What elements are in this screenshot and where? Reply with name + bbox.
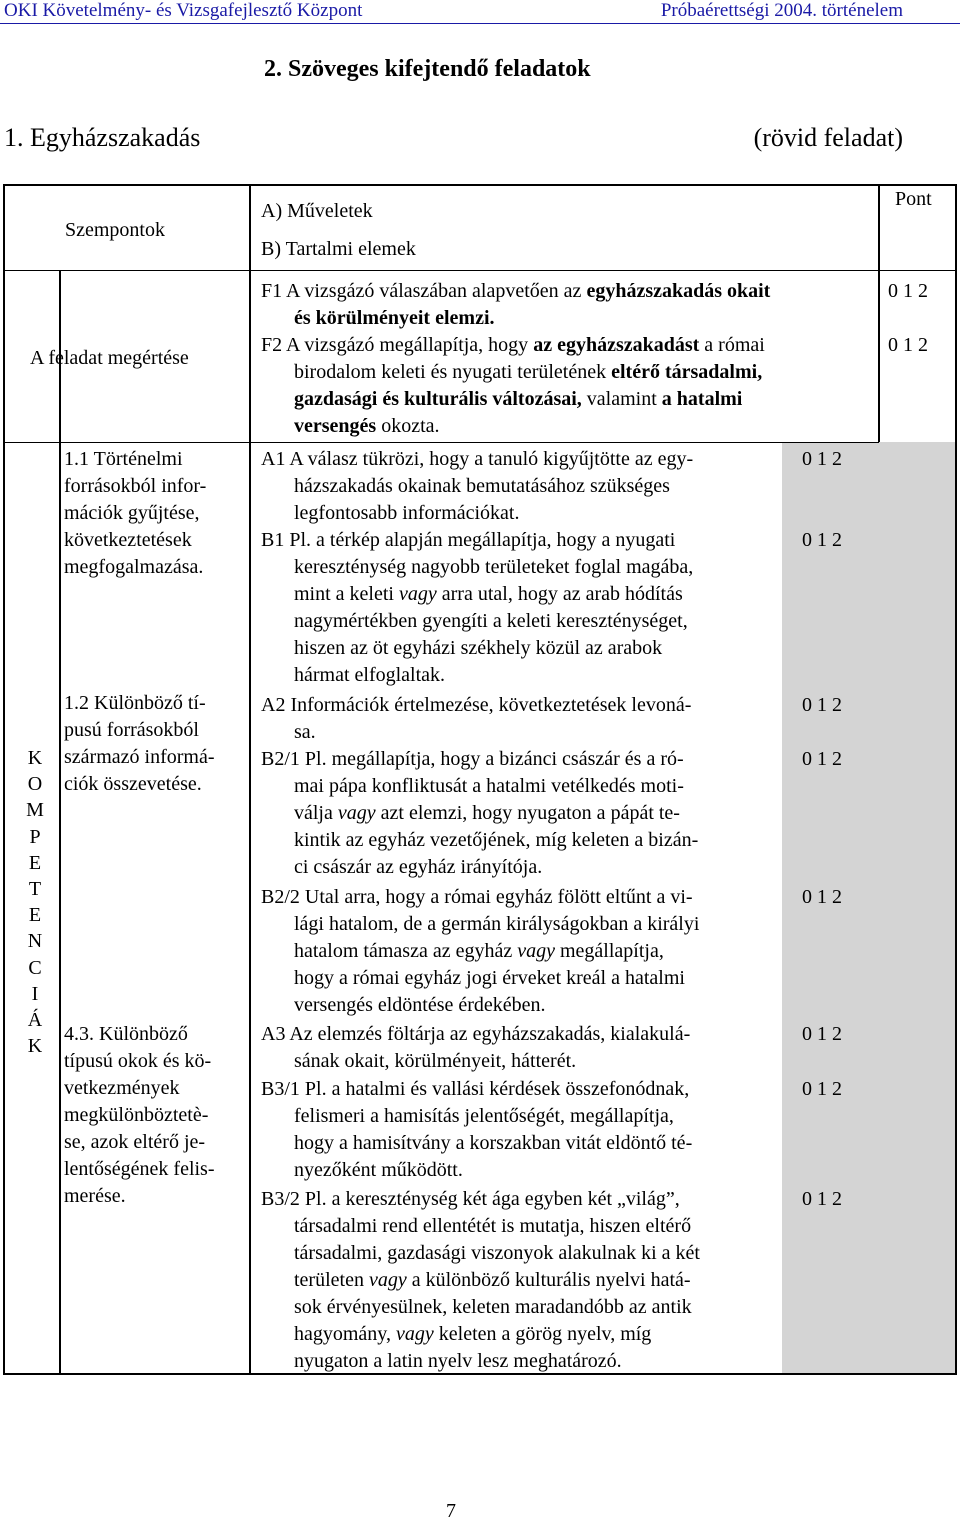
b31-line — [261, 1157, 956, 1184]
b32-text-part: a különböző kulturális nyelvi hatá- — [411, 1269, 691, 1291]
skill-line: lentőségének felis- — [64, 1158, 215, 1180]
b32-text-italic: vagy — [368, 1269, 407, 1291]
b22-text: B2/2 Utal arra, hogy a római egyház fölött eltűnt a vi- — [261, 886, 693, 908]
b22-text: versengés eldöntése érdekében. — [294, 994, 546, 1016]
f2-text — [294, 386, 742, 413]
col-header-pont: Pont — [895, 188, 932, 210]
f2-text-b: valamint — [586, 388, 657, 410]
b22-score: 0 1 2 — [802, 886, 842, 908]
f2-line — [261, 386, 956, 413]
b31-text: hogy a hamisítvány a korszakban vitát eldöntő té- — [294, 1132, 693, 1154]
b21-line — [261, 773, 956, 800]
skill-line: típusú okok és kö- — [64, 1050, 212, 1072]
f2-score: 0 1 2 — [888, 334, 928, 356]
b32-text — [294, 1321, 651, 1348]
a1-score: 0 1 2 — [802, 448, 842, 470]
f2-text-a: birodalom keleti és nyugati területének — [294, 361, 607, 383]
f2-text-bold: az egyházszakadást — [533, 334, 700, 356]
b1-line — [261, 527, 956, 554]
a1-line — [261, 500, 956, 527]
page-number: 7 — [446, 1500, 456, 1522]
b22-text-part: megállapítja, — [559, 940, 664, 962]
a1-text: A1 A válasz tükrözi, hogy a tanuló kigyűjtötte az egy- — [261, 448, 694, 470]
f1-text-bold: és körülményeit elemzi. — [294, 307, 495, 329]
f2-line — [261, 359, 956, 386]
f2-line — [261, 332, 956, 359]
b32-text-part: keleten a görög nyelv, míg — [438, 1323, 652, 1345]
b32-text — [294, 1267, 691, 1294]
b31-line — [261, 1130, 956, 1157]
b32-text: társadalmi rend ellentétét is mutatja, hiszen eltérő — [294, 1215, 692, 1237]
b1-text: nagymértékben gyengíti a keleti kereszténységet, — [294, 610, 688, 632]
a2-score: 0 1 2 — [802, 694, 842, 716]
b32-text: B3/2 Pl. a kereszténység két ága egyben két „világ”, — [261, 1188, 680, 1210]
b21-text-italic: vagy — [337, 802, 376, 824]
b22-line — [261, 884, 956, 911]
skill-line: származó informá- — [64, 746, 215, 768]
megertes-row-divider — [3, 442, 249, 443]
b22-text-italic: vagy — [517, 940, 555, 962]
b32-text: társadalmi, gazdasági viszonyok alakulnak ki a két — [294, 1242, 700, 1264]
running-header-left: OKI Követelmény- és Vizsgafejlesztő Központ — [4, 0, 363, 21]
task-type: (rövid feladat) — [753, 123, 903, 152]
b1-text: kereszténység nagyobb területeket foglal magába, — [294, 556, 694, 578]
a3-line — [261, 1021, 956, 1048]
b1-line — [261, 581, 956, 608]
kompetencia-letter: T — [28, 878, 42, 901]
col-header-szempontok: Szempontok — [65, 219, 165, 241]
b22-text-part: hatalom támasza az egyház — [294, 940, 513, 962]
b32-text-part: területen — [294, 1269, 364, 1291]
b1-score: 0 1 2 — [802, 529, 842, 551]
skill-line: ciók összevetése. — [64, 773, 202, 795]
b21-line — [261, 854, 956, 881]
kompetencia-letter: O — [27, 773, 43, 796]
b32-line — [261, 1267, 956, 1294]
f1-text-bold: egyházszakadás okait — [586, 280, 771, 302]
kompetencia-letter: E — [28, 904, 42, 927]
f2-text-a: F2 A vizsgázó megállapítja, hogy — [261, 334, 529, 356]
a2-text: sa. — [294, 721, 316, 743]
f2-text-c: a római — [704, 334, 765, 356]
col-header-tartalmi: B) Tartalmi elemek — [261, 238, 416, 260]
b31-score: 0 1 2 — [802, 1078, 842, 1100]
a3-line — [261, 1048, 956, 1075]
b32-line — [261, 1348, 956, 1375]
skill-line: pusú forrásokból — [64, 719, 199, 741]
b21-line — [261, 800, 956, 827]
b31-line — [261, 1076, 956, 1103]
task-title: 1. Egyházszakadás — [4, 123, 201, 152]
b1-text: hiszen az öt egyházi székhely közül az arabok — [294, 637, 663, 659]
f2-row-divider — [249, 442, 879, 443]
b1-text-part: mint a keleti — [294, 583, 394, 605]
b21-text — [294, 800, 680, 827]
b1-text — [294, 581, 683, 608]
skill-line: vetkezmények — [64, 1077, 180, 1099]
f2-text-bold: versengés — [294, 415, 377, 437]
b22-line — [261, 992, 956, 1019]
b32-score: 0 1 2 — [802, 1188, 842, 1210]
b22-line — [261, 965, 956, 992]
skill-line: se, azok eltérő je- — [64, 1131, 206, 1153]
b21-score: 0 1 2 — [802, 748, 842, 770]
b22-text — [294, 938, 664, 965]
skill-line: forrásokból infor- — [64, 475, 207, 497]
a2-line — [261, 692, 956, 719]
b22-line — [261, 938, 956, 965]
b21-text-part: válja — [294, 802, 333, 824]
kompetencia-letter: N — [27, 930, 43, 953]
b31-line — [261, 1103, 956, 1130]
table-border-left — [3, 184, 5, 1375]
b32-text: nyugaton a latin nyelv lesz meghatározó. — [294, 1350, 622, 1372]
kompetencia-letter: E — [28, 851, 42, 874]
skill-line: következtetések — [64, 529, 192, 551]
b32-line — [261, 1294, 956, 1321]
skill-line: 1.1 Történelmi — [64, 448, 183, 470]
b32-text-italic: vagy — [396, 1323, 434, 1345]
a1-text: legfontosabb információkat. — [294, 502, 520, 524]
f2-text — [294, 359, 762, 386]
b1-text-part: arra utal, hogy az arab hódítás — [441, 583, 683, 605]
header-rule — [0, 23, 960, 24]
b21-text: ci császár az egyház irányítója. — [294, 856, 543, 878]
b22-text: hogy a római egyház jogi érveket kreál a hatalmi — [294, 967, 685, 989]
skill-4-3 — [64, 1021, 215, 1210]
b22-text: lági hatalom, de a germán királyságokban a királyi — [294, 913, 700, 935]
skill-line: 4.3. Különböző — [64, 1023, 188, 1045]
b31-text: nyezőként működött. — [294, 1159, 463, 1181]
b21-text-part: azt elemzi, hogy nyugaton a pápát te- — [380, 802, 680, 824]
f2-text — [261, 332, 765, 359]
f2-line — [261, 413, 956, 440]
skill-line: megfogalmazása. — [64, 556, 204, 578]
f2-text-bold: a hatalmi — [661, 388, 743, 410]
b32-line — [261, 1321, 956, 1348]
b1-text: hármat elfoglaltak. — [294, 664, 446, 686]
kompetencia-letter: K — [27, 747, 43, 769]
b21-text: B2/1 Pl. megállapítja, hogy a bizánci császár és a ró- — [261, 748, 684, 770]
b32-line — [261, 1186, 956, 1213]
b21-text: mai pápa konfliktusát a hatalmi vetélkedés moti- — [294, 775, 684, 797]
b31-text: B3/1 Pl. a hatalmi és vallási kérdések összefonódnak, — [261, 1078, 690, 1100]
b21-line — [261, 746, 956, 773]
section-title: 2. Szöveges kifejtendő feladatok — [264, 56, 591, 82]
a3-score: 0 1 2 — [802, 1023, 842, 1045]
b32-text: sok érvényesülnek, keleten maradandóbb az antik — [294, 1296, 692, 1318]
f1-line — [261, 278, 956, 305]
running-header-right: Próbaérettségi 2004. történelem — [660, 0, 903, 21]
b21-line — [261, 827, 956, 854]
f1-text — [261, 278, 770, 305]
a1-line — [261, 446, 956, 473]
skill-1-1 — [64, 446, 206, 581]
kompetencia-letter: P — [29, 825, 41, 848]
f1-text-a: F1 A vizsgázó válaszában alapvetően az — [261, 280, 582, 302]
b32-line — [261, 1240, 956, 1267]
kompetencia-letter: C — [28, 956, 42, 979]
b1-line — [261, 662, 956, 689]
kompetencia-letter: K — [27, 1035, 43, 1058]
f1-score: 0 1 2 — [888, 280, 928, 302]
a2-text: A2 Információk értelmezése, következtetések levoná- — [261, 694, 692, 716]
kompetencia-letter: M — [26, 799, 44, 822]
b1-text-italic: vagy — [398, 583, 437, 605]
a1-line — [261, 473, 956, 500]
a1-text: házszakadás okainak bemutatásához szükséges — [294, 475, 670, 497]
kompetencia-letter: I — [31, 982, 39, 1005]
skill-line: 1.2 Különböző tí- — [64, 692, 206, 714]
f2-text-bold: eltérő társadalmi, — [611, 361, 763, 383]
f2-text-bold: gazdasági és kulturális változásai, — [294, 388, 582, 410]
skill-line: mációk gyűjtése, — [64, 502, 200, 524]
b31-text: felismeri a hamisítás jelentőségét, megállapítja, — [294, 1105, 674, 1127]
b1-line — [261, 635, 956, 662]
criteria-column-divider — [249, 184, 251, 1375]
f1-line — [261, 305, 956, 332]
b1-text: B1 Pl. a térkép alapján megállapítja, hogy a nyugati — [261, 529, 676, 551]
a2-line — [261, 719, 956, 746]
feladat-megertese-label: A feladat megértése — [30, 347, 189, 369]
b22-line — [261, 911, 956, 938]
a3-text: sának okait, körülményeit, hátterét. — [294, 1050, 577, 1072]
col-header-muveletek: A) Műveletek — [261, 200, 373, 222]
f2-text — [294, 413, 440, 440]
skill-line: merése. — [64, 1185, 126, 1207]
skill-1-2 — [64, 690, 214, 798]
skill-line: megkülönböztetè- — [64, 1104, 209, 1126]
b21-text: kintik az egyház vezetőjének, míg keleten a bizán- — [294, 829, 699, 851]
table-border-top — [3, 184, 957, 186]
b32-text-part: hagyomány, — [294, 1323, 392, 1345]
f2-text-b: okozta. — [381, 415, 440, 437]
kompetencia-letter: Á — [27, 1009, 43, 1032]
b1-line — [261, 608, 956, 635]
kompetenciak-vertical-label — [23, 745, 47, 1059]
header-row-divider — [3, 270, 957, 271]
b1-line — [261, 554, 956, 581]
a3-text: A3 Az elemzés föltárja az egyházszakadás, kialakulá- — [261, 1023, 691, 1045]
kompetencia-column-divider — [59, 270, 61, 1375]
b32-line — [261, 1213, 956, 1240]
